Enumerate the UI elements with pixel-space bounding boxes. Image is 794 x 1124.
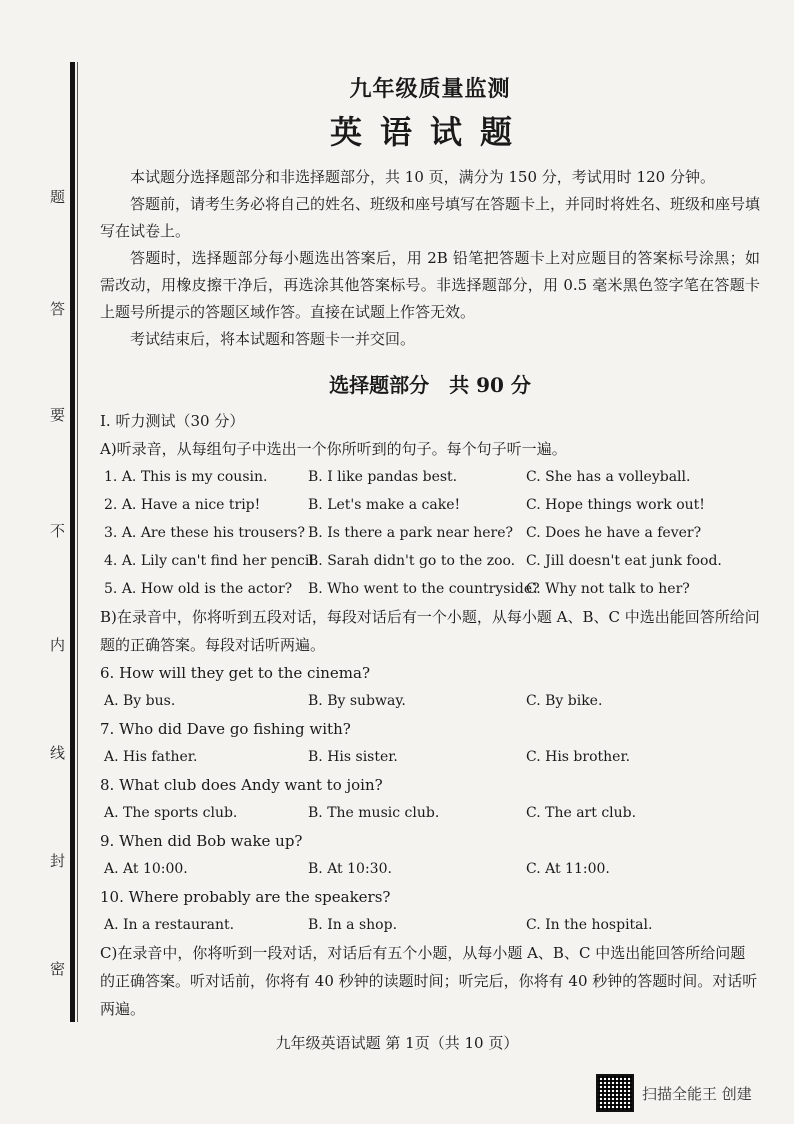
question-text: 7. Who did Dave go fishing with? [100,720,351,738]
exam-content [100,72,760,1023]
question-text: 6. How will they get to the cinema? [100,664,370,682]
option-b: B. I like pandas best. [308,469,458,485]
options-row [100,855,760,883]
instruction-paragraph: 考试结束后，将本试题和答题卡一并交回。 [130,330,416,348]
option-c: C. Hope things work out! [526,497,705,513]
scanner-watermark [596,1074,752,1112]
instruction-paragraph: 答题时，选择题部分每小题选出答案后，用 2B 铅笔把答题卡上对应题目的答案标号涂黑；如需改动，用橡皮擦干净后，再选涂其他答案标号。非选择题部分，用 0.5 毫米黑色签字笔在答题卡上题号所提示的答题区域作答。直接在试题上作答无效。 [100,249,760,321]
options-row [100,743,760,771]
seal-char: 不 [50,522,66,540]
part-title: I. 听力测试（30 分） [100,412,245,430]
seal-char: 线 [50,744,66,762]
seal-char: 密 [50,960,66,978]
option-c: C. Does he have a fever? [526,525,702,541]
instruction-paragraph: 答题前，请考生务必将自己的姓名、班级和座号填写在答题卡上，并同时将姓名、班级和座号填写在试卷上。 [100,195,761,240]
option-c: C. The art club. [526,805,637,821]
option-c: C. She has a volleyball. [526,469,691,485]
subject-title: 英语试题 [329,113,530,151]
option-a: A. The sports club. [104,805,238,821]
section-title: 选择题部分 共 90 分 [329,373,531,397]
option-a: A. In a restaurant. [104,917,235,933]
option-c: C. Why not talk to her? [526,581,690,597]
question-row [100,491,760,519]
scanner-label: 扫描全能王 创建 [642,1084,752,1103]
option-a: A. His father. [104,749,198,765]
exam-title: 九年级质量监测 [349,76,511,102]
option-c: C. Jill doesn't eat junk food. [526,553,722,569]
option-b: B. Let's make a cake! [308,497,461,513]
seal-char: 题 [50,188,66,206]
options-row [100,687,760,715]
option-a: A. At 10:00. [104,861,188,877]
option-a: 4. A. Lily can't find her pencil. [104,553,319,569]
part-a-instruction: A)听录音，从每组句子中选出一个你所听到的句子。每个句子听一遍。 [100,440,567,458]
option-b: B. Who went to the countryside? [308,581,540,597]
part-b-instruction: B)在录音中，你将听到五段对话，每段对话后有一个小题，从每小题 A、B、C 中选出能回答所给问题的正确答案。每段对话听两遍。 [100,608,760,654]
instructions [100,164,760,353]
option-c: C. At 11:00. [526,861,610,877]
instruction-paragraph: 本试题分选择题部分和非选择题部分，共 10 页，满分为 150 分，考试用时 120 分钟。 [130,168,715,186]
option-a: 3. A. Are these his trousers? [104,525,305,541]
binding-margin-bar [70,62,75,1022]
binding-margin-line [77,62,78,1022]
option-a: 5. A. How old is the actor? [104,581,293,597]
option-a: 2. A. Have a nice trip! [104,497,261,513]
option-b: B. Sarah didn't go to the zoo. [308,553,516,569]
page-footer: 九年级英语试题 第 1页（共 10 页） [275,1034,519,1052]
option-b: B. His sister. [308,749,398,765]
option-b: B. In a shop. [308,917,398,933]
options-row [100,911,760,939]
option-b: B. By subway. [308,693,406,709]
part-c-instruction: C)在录音中，你将听到一段对话，对话后有五个小题，从每小题 A、B、C 中选出能回答所给问题的正确答案。听对话前，你将有 40 秒钟的读题时间；听完后，你将有 40 秒钟的答题时间。对话听两遍。 [100,944,758,1018]
options-row [100,799,760,827]
option-a: A. By bus. [104,693,176,709]
seal-char: 封 [50,852,66,870]
option-c: C. His brother. [526,749,631,765]
seal-char: 内 [50,636,66,654]
question-row [100,575,760,603]
seal-char: 答 [50,300,66,318]
seal-char: 要 [50,406,66,424]
option-c: C. By bike. [526,693,603,709]
option-b: B. At 10:30. [308,861,392,877]
question-text: 10. Where probably are the speakers? [100,888,391,906]
qr-code-icon [596,1074,634,1112]
question-row [100,519,760,547]
option-c: C. In the hospital. [526,917,653,933]
option-b: B. The music club. [308,805,440,821]
option-b: B. Is there a park near here? [308,525,514,541]
question-text: 9. When did Bob wake up? [100,832,303,850]
question-row [100,463,760,491]
question-text: 8. What club does Andy want to join? [100,776,383,794]
option-a: 1. A. This is my cousin. [104,469,268,485]
question-row [100,547,760,575]
